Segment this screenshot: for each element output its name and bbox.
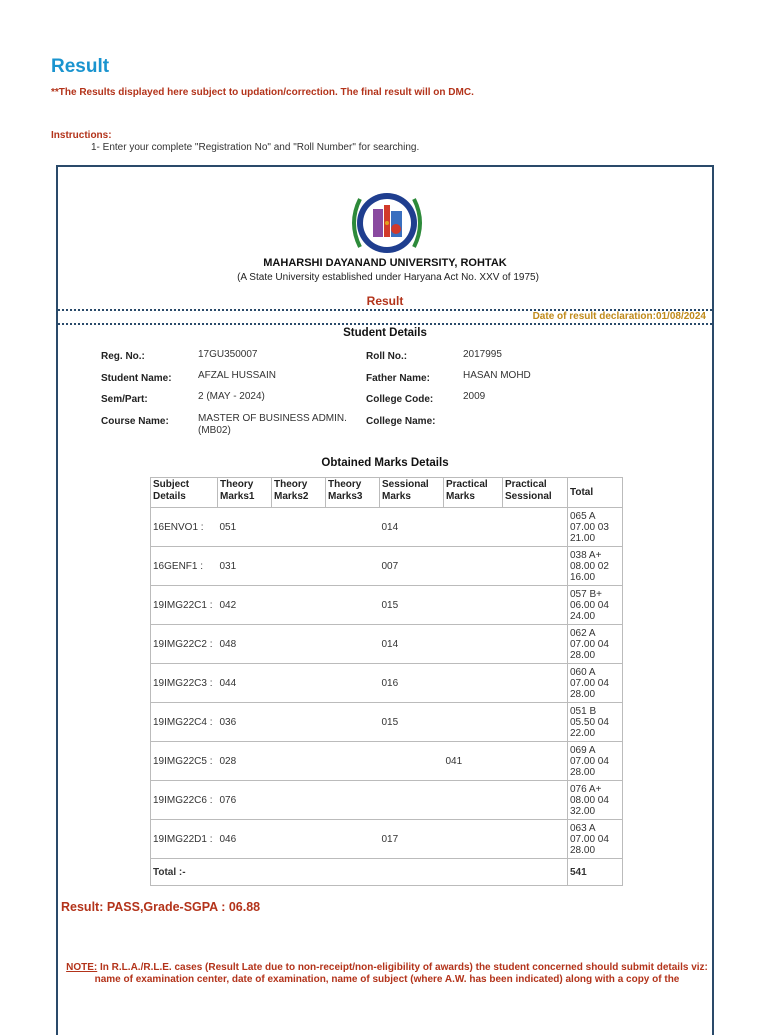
subject-cell: 16ENVO1 :: [151, 508, 218, 547]
total-line: 065 A: [570, 510, 596, 522]
header-practical-sessional: Practical Sessional: [503, 478, 568, 508]
student-name-value: AFZAL HUSSAIN: [198, 370, 276, 381]
college-code-value: 2009: [463, 391, 486, 402]
subject-cell: 19IMG22D1 :: [151, 820, 218, 859]
table-row: [151, 703, 623, 742]
sessional-cell: 015: [380, 703, 444, 742]
sessional-cell: 007: [380, 547, 444, 586]
instructions-label: Instructions:: [51, 130, 112, 141]
university-name: MAHARSHI DAYANAND UNIVERSITY, ROHTAK: [263, 257, 507, 269]
theory1-cell: 044: [218, 664, 272, 703]
practical-sessional-cell: [503, 625, 568, 664]
practical-sessional-cell: [503, 586, 568, 625]
theory3-cell: [326, 781, 380, 820]
total-line: 07.00 04: [570, 755, 609, 767]
reg-no-label: Reg. No.:: [101, 351, 145, 362]
practical-cell: [444, 703, 503, 742]
theory3-cell: [326, 625, 380, 664]
table-row: [151, 820, 623, 859]
header-subject: Subject Details: [151, 478, 218, 508]
total-label: Total :-: [151, 859, 568, 886]
total-line: 28.00: [570, 649, 596, 661]
sessional-cell: 016: [380, 664, 444, 703]
result-heading: Result: [366, 294, 404, 308]
theory2-cell: [272, 820, 326, 859]
theory3-cell: [326, 508, 380, 547]
header-theory3: Theory Marks3: [326, 478, 380, 508]
table-row: [151, 664, 623, 703]
result-card: [56, 165, 714, 1035]
theory2-cell: [272, 625, 326, 664]
total-line: 057 B+: [570, 588, 602, 600]
total-line: 06.00 04: [570, 599, 609, 611]
total-line: 16.00: [570, 571, 596, 583]
university-emblem-icon: [346, 189, 428, 257]
theory1-cell: 048: [218, 625, 272, 664]
total-line: 069 A: [570, 744, 596, 756]
theory2-cell: [272, 664, 326, 703]
theory1-cell: 028: [218, 742, 272, 781]
course-name-value: MASTER OF BUSINESS ADMIN. (MB02): [198, 413, 347, 436]
table-row: [151, 547, 623, 586]
theory1-cell: 076: [218, 781, 272, 820]
theory1-cell: 036: [218, 703, 272, 742]
header-theory1: Theory Marks1: [218, 478, 272, 508]
total-cell: [568, 703, 623, 742]
total-cell: [568, 586, 623, 625]
sessional-cell: 017: [380, 820, 444, 859]
total-line: 07.00 04: [570, 677, 609, 689]
marks-table: [150, 477, 623, 886]
practical-sessional-cell: [503, 742, 568, 781]
dotted-divider: [58, 323, 712, 325]
total-line: 07.00 04: [570, 638, 609, 650]
theory2-cell: [272, 703, 326, 742]
total-line: 08.00 02: [570, 560, 609, 572]
theory2-cell: [272, 547, 326, 586]
disclaimer-text: **The Results displayed here subject to updation/correction. The final result will on DMC.: [51, 87, 474, 98]
subject-cell: 16GENF1 :: [151, 547, 218, 586]
total-line: 22.00: [570, 727, 596, 739]
theory3-cell: [326, 742, 380, 781]
theory3-cell: [326, 664, 380, 703]
table-row: [151, 508, 623, 547]
header-practical: Practical Marks: [444, 478, 503, 508]
instructions-text: 1- Enter your complete "Registration No" and "Roll Number" for searching.: [91, 142, 420, 153]
header-sessional: Sessional Marks: [380, 478, 444, 508]
theory2-cell: [272, 781, 326, 820]
practical-cell: [444, 547, 503, 586]
total-cell: [568, 625, 623, 664]
subject-cell: 19IMG22C5 :: [151, 742, 218, 781]
practical-sessional-cell: [503, 664, 568, 703]
final-result: Result: PASS,Grade-SGPA : 06.88: [61, 900, 261, 914]
subject-cell: 19IMG22C3 :: [151, 664, 218, 703]
total-line: 08.00 04: [570, 794, 609, 806]
total-line: 062 A: [570, 627, 596, 639]
theory3-cell: [326, 703, 380, 742]
practical-cell: [444, 781, 503, 820]
practical-cell: [444, 625, 503, 664]
course-name-label: Course Name:: [101, 416, 169, 427]
total-line: 07.00 03: [570, 521, 609, 533]
total-line: 05.50 04: [570, 716, 609, 728]
note-body: In R.L.A./R.L.E. cases (Result Late due to non-receipt/non-eligibility of awards) the student concerned should submit details viz: name of examination center, date of examination, name of subject (where A.W. has been indicated) along with a copy of the: [94, 962, 708, 985]
subject-cell: 19IMG22C1 :: [151, 586, 218, 625]
sem-part-value: 2 (MAY - 2024): [198, 391, 265, 402]
total-line: 07.00 04: [570, 833, 609, 845]
subject-cell: 19IMG22C6 :: [151, 781, 218, 820]
table-row: [151, 586, 623, 625]
total-line: 051 B: [570, 705, 597, 717]
practical-cell: [444, 508, 503, 547]
header-theory2: Theory Marks2: [272, 478, 326, 508]
total-line: 28.00: [570, 844, 596, 856]
theory2-cell: [272, 508, 326, 547]
subject-cell: 19IMG22C4 :: [151, 703, 218, 742]
total-line: 038 A+: [570, 549, 602, 561]
header-total: Total: [568, 478, 623, 508]
total-line: 32.00: [570, 805, 596, 817]
note-text: [61, 962, 713, 986]
theory1-cell: 046: [218, 820, 272, 859]
practical-sessional-cell: [503, 547, 568, 586]
theory3-cell: [326, 820, 380, 859]
total-value: 541: [568, 859, 623, 886]
theory3-cell: [326, 586, 380, 625]
total-line: 060 A: [570, 666, 596, 678]
total-line: 21.00: [570, 532, 596, 544]
practical-sessional-cell: [503, 820, 568, 859]
student-name-label: Student Name:: [101, 373, 172, 384]
sessional-cell: 014: [380, 625, 444, 664]
roll-no-value: 2017995: [463, 349, 502, 360]
note-label: NOTE:: [66, 962, 98, 973]
total-line: 076 A+: [570, 783, 602, 795]
total-cell: [568, 547, 623, 586]
theory2-cell: [272, 586, 326, 625]
total-cell: [568, 508, 623, 547]
total-cell: [568, 742, 623, 781]
total-row: [151, 859, 623, 886]
sem-part-label: Sem/Part:: [101, 394, 148, 405]
total-line: 28.00: [570, 766, 596, 778]
total-line: 24.00: [570, 610, 596, 622]
sessional-cell: [380, 742, 444, 781]
practical-sessional-cell: [503, 508, 568, 547]
theory3-cell: [326, 547, 380, 586]
subject-cell: 19IMG22C2 :: [151, 625, 218, 664]
theory1-cell: 042: [218, 586, 272, 625]
college-code-label: College Code:: [366, 394, 434, 405]
roll-no-label: Roll No.:: [366, 351, 408, 362]
father-name-label: Father Name:: [366, 373, 430, 384]
father-name-value: HASAN MOHD: [463, 370, 531, 381]
practical-cell: [444, 664, 503, 703]
practical-cell: 041: [444, 742, 503, 781]
practical-cell: [444, 586, 503, 625]
table-row: [151, 781, 623, 820]
table-row: [151, 742, 623, 781]
sessional-cell: 015: [380, 586, 444, 625]
theory1-cell: 031: [218, 547, 272, 586]
theory1-cell: 051: [218, 508, 272, 547]
marks-details-title: Obtained Marks Details: [321, 457, 449, 469]
practical-sessional-cell: [503, 781, 568, 820]
sessional-cell: [380, 781, 444, 820]
total-cell: [568, 820, 623, 859]
total-cell: [568, 781, 623, 820]
page-title: Result: [51, 56, 110, 77]
practical-sessional-cell: [503, 703, 568, 742]
practical-cell: [444, 820, 503, 859]
total-line: 28.00: [570, 688, 596, 700]
table-row: [151, 625, 623, 664]
reg-no-value: 17GU350007: [198, 349, 258, 360]
total-line: 063 A: [570, 822, 596, 834]
college-name-label: College Name:: [366, 416, 436, 427]
total-cell: [568, 664, 623, 703]
theory2-cell: [272, 742, 326, 781]
university-subtitle: (A State University established under Haryana Act No. XXV of 1975): [237, 272, 539, 283]
student-details-title: Student Details: [343, 327, 427, 339]
sessional-cell: 014: [380, 508, 444, 547]
declaration-date: Date of result declaration:01/08/2024: [532, 311, 706, 322]
marks-header-row: [151, 478, 623, 508]
